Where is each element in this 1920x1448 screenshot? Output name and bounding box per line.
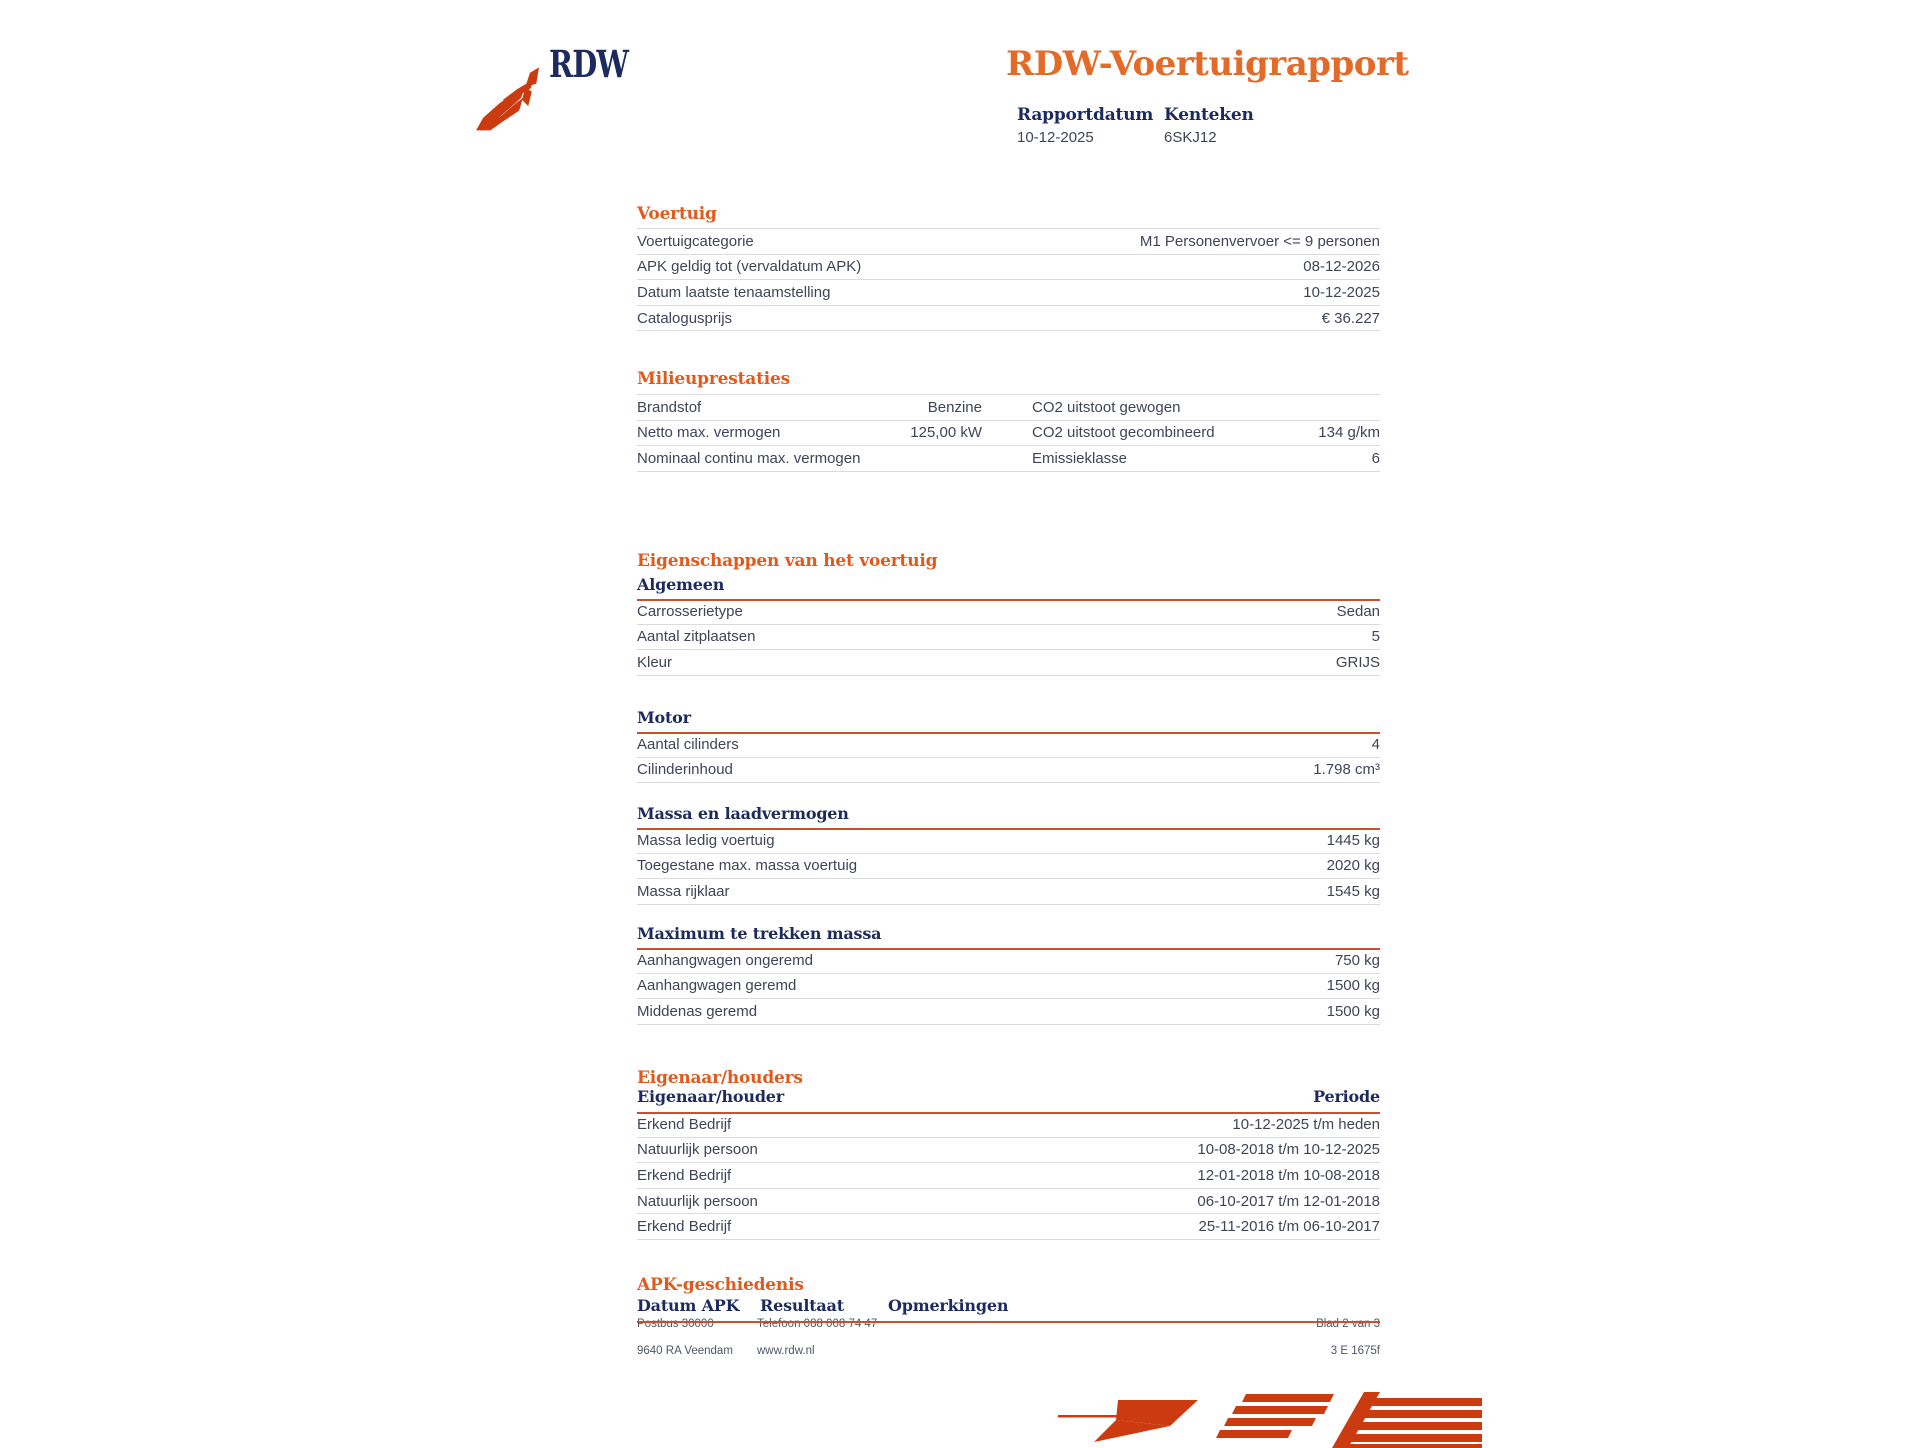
period-cell: 25-11-2016 t/m 06-10-2017 bbox=[1198, 1218, 1380, 1236]
page-title: RDW-Voertuigrapport bbox=[1006, 44, 1409, 84]
row-label: Toegestane max. massa voertuig bbox=[637, 857, 858, 875]
row-value: 1445 kg bbox=[1326, 831, 1380, 849]
rdw-logo-swoosh-icon bbox=[476, 64, 548, 132]
voertuig-table bbox=[637, 228, 1380, 331]
row-value: 08-12-2026 bbox=[1303, 258, 1380, 276]
table-row bbox=[637, 999, 1380, 1025]
table-row bbox=[637, 1112, 1380, 1138]
row-label: Massa rijklaar bbox=[637, 882, 730, 900]
report-date-value: 10-12-2025 bbox=[1017, 129, 1094, 146]
row-value: 6 bbox=[1371, 449, 1380, 467]
table-row bbox=[637, 948, 1380, 974]
license-plate-label: Kenteken bbox=[1164, 105, 1254, 125]
table-row bbox=[637, 229, 1380, 255]
row-label: Massa ledig voertuig bbox=[637, 831, 775, 849]
table-row bbox=[637, 1189, 1380, 1215]
owner-cell: Erkend Bedrijf bbox=[637, 1218, 732, 1236]
row-value: 1500 kg bbox=[1326, 977, 1380, 995]
row-label: CO2 uitstoot gewogen bbox=[1032, 398, 1181, 416]
section-heading: Voertuig bbox=[637, 204, 717, 224]
footer-form-code: 3 E 1675f bbox=[1330, 1345, 1380, 1357]
row-value: 5 bbox=[1371, 628, 1380, 646]
table-row bbox=[637, 758, 1380, 784]
period-cell: 06-10-2017 t/m 12-01-2018 bbox=[1197, 1192, 1380, 1210]
owner-cell: Natuurlijk persoon bbox=[637, 1141, 758, 1159]
owner-cell: Natuurlijk persoon bbox=[637, 1192, 758, 1210]
row-label: Datum laatste tenaamstelling bbox=[637, 283, 831, 301]
section-heading: Eigenschappen van het voertuig bbox=[637, 551, 938, 571]
row-label: Netto max. vermogen bbox=[637, 424, 781, 442]
table-row bbox=[637, 446, 1380, 472]
table-row bbox=[637, 650, 1380, 676]
footer-website: www.rdw.nl bbox=[757, 1345, 815, 1357]
subsection-heading-massa: Massa en laadvermogen bbox=[637, 805, 1380, 830]
table-row bbox=[637, 395, 1380, 421]
row-value: 750 kg bbox=[1334, 951, 1380, 969]
period-cell: 10-12-2025 t/m heden bbox=[1232, 1115, 1380, 1133]
table-row bbox=[637, 280, 1380, 306]
row-value: 10-12-2025 bbox=[1303, 283, 1380, 301]
eigenaren-table-header bbox=[637, 1088, 1380, 1114]
table-row bbox=[637, 421, 1380, 447]
motor-table bbox=[637, 732, 1380, 783]
owner-cell: Erkend Bedrijf bbox=[637, 1115, 732, 1133]
milieu-table bbox=[637, 394, 1380, 472]
row-label: Emissieklasse bbox=[1032, 449, 1128, 467]
row-label: Brandstof bbox=[637, 398, 702, 416]
license-plate-value: 6SKJ12 bbox=[1164, 129, 1217, 146]
table-row bbox=[637, 974, 1380, 1000]
table-row bbox=[637, 732, 1380, 758]
column-header-resultaat: Resultaat bbox=[760, 1296, 844, 1315]
row-label: Aantal cilinders bbox=[637, 735, 739, 753]
apk-table-header bbox=[637, 1297, 1380, 1323]
row-label: Aantal zitplaatsen bbox=[637, 628, 756, 646]
period-cell: 10-08-2018 t/m 10-12-2025 bbox=[1197, 1141, 1380, 1159]
table-row bbox=[637, 625, 1380, 651]
column-header-period: Periode bbox=[1313, 1087, 1380, 1106]
row-value: 4 bbox=[1371, 735, 1380, 753]
column-header-opmerkingen: Opmerkingen bbox=[888, 1296, 1009, 1315]
row-label: Carrosserietype bbox=[637, 602, 743, 620]
footer-line-2 bbox=[637, 1344, 1380, 1358]
eigenaren-table bbox=[637, 1112, 1380, 1240]
table-row bbox=[637, 1163, 1380, 1189]
row-value: € 36.227 bbox=[1321, 309, 1380, 327]
section-heading: Milieuprestaties bbox=[637, 369, 790, 389]
trekken-table bbox=[637, 948, 1380, 1025]
row-value: GRIJS bbox=[1335, 653, 1380, 671]
section-heading: APK-geschiedenis bbox=[637, 1275, 804, 1295]
table-row bbox=[637, 599, 1380, 625]
row-value: 134 g/km bbox=[1318, 424, 1380, 442]
section-heading: Eigenaar/houders bbox=[637, 1068, 803, 1088]
row-label: Middenas geremd bbox=[637, 1002, 758, 1020]
owner-cell: Erkend Bedrijf bbox=[637, 1166, 732, 1184]
row-label: Aanhangwagen geremd bbox=[637, 977, 797, 995]
row-value: 1545 kg bbox=[1326, 882, 1380, 900]
row-label: Aanhangwagen ongeremd bbox=[637, 951, 813, 969]
period-cell: 12-01-2018 t/m 10-08-2018 bbox=[1197, 1166, 1380, 1184]
row-label: Cilinderinhoud bbox=[637, 761, 733, 779]
table-row bbox=[637, 255, 1380, 281]
row-value: Benzine bbox=[927, 398, 982, 416]
table-row bbox=[637, 306, 1380, 332]
footer-page-indicator: Blad 2 van 3 bbox=[1316, 1318, 1380, 1330]
column-header-owner: Eigenaar/houder bbox=[637, 1087, 785, 1106]
report-date-label: Rapportdatum bbox=[1017, 105, 1154, 125]
table-row bbox=[637, 828, 1380, 854]
footer-phone: Telefoon 088 008 74 47 bbox=[757, 1318, 878, 1330]
row-value: 2020 kg bbox=[1326, 857, 1380, 875]
row-value: Sedan bbox=[1336, 602, 1380, 620]
row-label: Voertuigcategorie bbox=[637, 232, 754, 250]
row-value: 125,00 kW bbox=[910, 424, 982, 442]
table-row bbox=[637, 854, 1380, 880]
report-body bbox=[637, 0, 1380, 1440]
footer-postbus: Postbus 30000 bbox=[637, 1318, 714, 1330]
row-label: APK geldig tot (vervaldatum APK) bbox=[637, 258, 862, 276]
massa-table bbox=[637, 828, 1380, 905]
subsection-heading-motor: Motor bbox=[637, 709, 1380, 734]
table-row bbox=[637, 1214, 1380, 1240]
row-value: 1500 kg bbox=[1326, 1002, 1380, 1020]
row-value: 1.798 cm³ bbox=[1313, 761, 1380, 779]
row-value: M1 Personenvervoer <= 9 personen bbox=[1139, 232, 1380, 250]
algemeen-table bbox=[637, 599, 1380, 676]
table-row bbox=[637, 1138, 1380, 1164]
footer-city: 9640 RA Veendam bbox=[637, 1345, 733, 1357]
row-label: Catalogusprijs bbox=[637, 309, 733, 327]
subsection-heading-trekken: Maximum te trekken massa bbox=[637, 925, 1380, 950]
table-row bbox=[637, 879, 1380, 905]
row-label: Nominaal continu max. vermogen bbox=[637, 449, 861, 467]
row-label: Kleur bbox=[637, 653, 673, 671]
row-label: CO2 uitstoot gecombineerd bbox=[1032, 424, 1215, 442]
rdw-logo-wordmark: RDW bbox=[549, 42, 629, 86]
column-header-datum-apk: Datum APK bbox=[637, 1296, 740, 1315]
subsection-heading-algemeen: Algemeen bbox=[637, 576, 1380, 601]
